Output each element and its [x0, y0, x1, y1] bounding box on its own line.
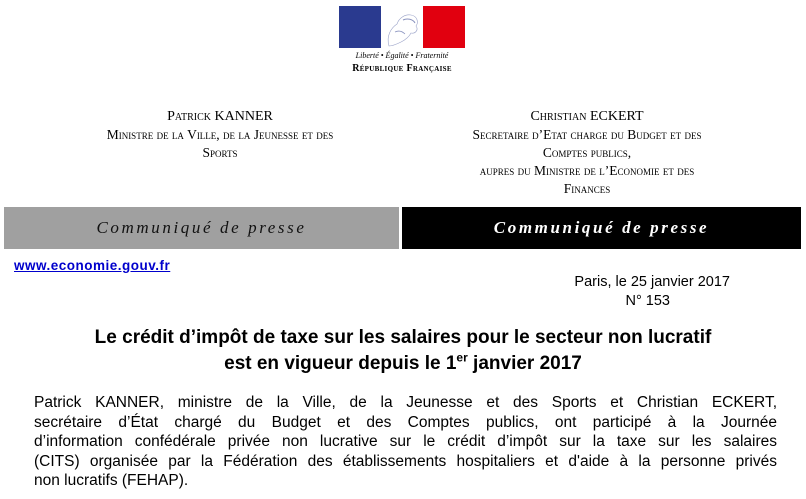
signatory-right-name: Christian ECKERT: [530, 109, 644, 124]
signatory-left: [40, 108, 400, 162]
website-link[interactable]: www.economie.gouv.fr: [14, 258, 171, 273]
marianne-flag-icon: [339, 6, 465, 48]
banner-right-label: Communiqué de presse: [493, 218, 710, 237]
headline-line-2-start: est en vigueur depuis le 1: [224, 353, 457, 374]
motto-text: Liberté • Égalité • Fraternité: [355, 51, 449, 60]
body-paragraph: [34, 393, 777, 491]
headline-ordinal-superscript: er: [456, 350, 468, 365]
signatory-right-title-line: Comptes publics,: [542, 145, 632, 160]
headline-line-2-end: janvier 2017: [467, 353, 582, 374]
body-line: Patrick KANNER, ministre de la Ville, de la Jeunesse et des Sports et Christian ECKERT,: [34, 394, 777, 411]
body-line: (CITS) organisée par la Fédération des établissements hospitaliers et d'aide à la personne privés: [34, 452, 777, 470]
signatory-right-title-line: Secretaire d’Etat charge du Budget et des: [472, 127, 702, 142]
headline-line-2: [0, 351, 806, 377]
signatory-left-title-line: Sports: [202, 145, 238, 160]
signatory-left-name: Patrick KANNER: [167, 109, 273, 124]
republic-text: République Française: [352, 63, 452, 74]
signatory-right: [402, 108, 772, 198]
signatory-right-title-line: aupres du Ministre de l’Economie et des: [479, 163, 695, 178]
press-release-banner-left: [4, 207, 399, 249]
date-text: Paris, le 25 janvier 2017: [574, 274, 730, 290]
banner-left-label: Communiqué de presse: [96, 218, 307, 237]
body-line: secrétaire d’État chargé du Budget et des Comptes publics, ont participé à la Journée: [34, 413, 777, 431]
body-line: d’information confédérale privée non lucrative sur le crédit d’impôt sur la taxe sur les salaires: [34, 433, 777, 450]
republique-francaise-logo: [339, 6, 465, 84]
signatory-left-title-line: Ministre de la Ville, de la Jeunesse et des: [106, 127, 334, 142]
dateline: [520, 273, 730, 311]
headline-line-1: Le crédit d’impôt de taxe sur les salaires pour le secteur non lucratif: [94, 327, 712, 348]
body-line: non lucratifs (FEHAP).: [34, 472, 189, 489]
headline: [0, 325, 806, 377]
press-release-banner-right: [402, 207, 801, 249]
release-number: N° 153: [625, 293, 670, 309]
signatory-right-title-line: Finances: [563, 181, 611, 196]
